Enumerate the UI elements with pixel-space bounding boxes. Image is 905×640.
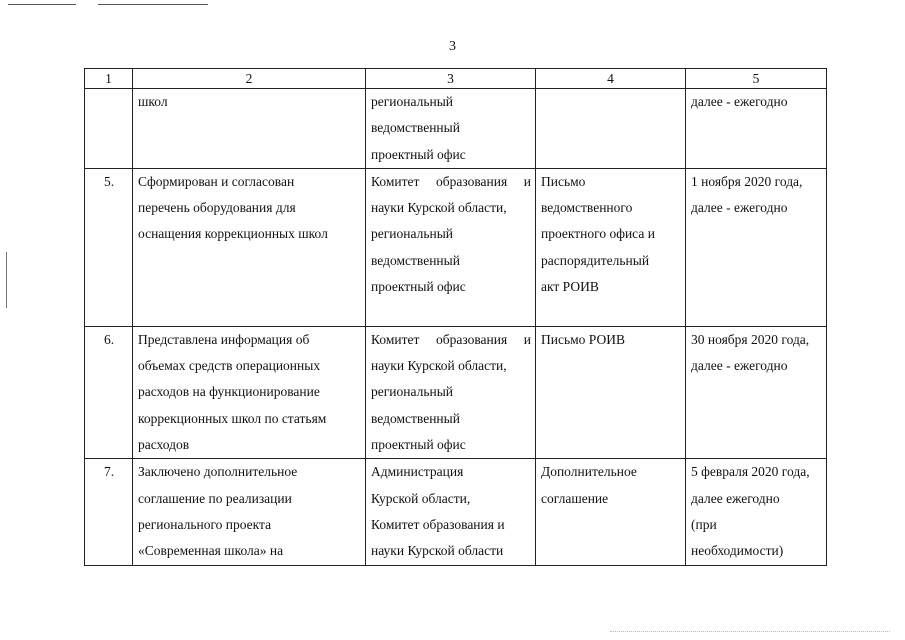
plan-table	[84, 68, 827, 566]
cell-line: Комитет образования и	[371, 516, 505, 532]
cell-line: далее ежегодно	[691, 490, 780, 506]
deadline-cell	[686, 168, 827, 326]
header-cell: 1	[85, 69, 133, 89]
cell-line: проектный офис	[371, 279, 466, 295]
header-cell: 5	[686, 69, 827, 89]
header-cell: 4	[536, 69, 686, 89]
responsible-cell	[366, 326, 536, 458]
scan-artifact	[610, 631, 890, 632]
responsible-cell	[366, 168, 536, 326]
cell-line: Комитет образования и	[371, 173, 531, 189]
cell-line: ведомственный	[371, 410, 460, 426]
cell-line: акт РОИВ	[541, 279, 599, 295]
deadline-cell	[686, 326, 827, 458]
cell-line: расходов	[138, 437, 190, 453]
header-cell: 3	[366, 69, 536, 89]
cell-line: проектного офиса и	[541, 226, 655, 242]
cell-line: распорядительный	[541, 252, 650, 268]
cell-line: Комитет образования и	[371, 331, 531, 347]
cell-line: Курской области,	[371, 490, 471, 506]
cell-line: ведомственного	[541, 200, 633, 216]
responsible-cell	[366, 459, 536, 565]
cell-line: Заключено дополнительное	[138, 464, 298, 480]
cell-line: далее - ежегодно	[691, 200, 788, 216]
row-number: 7.	[85, 459, 133, 565]
cell-line: Письмо	[541, 173, 586, 189]
row-number: 5.	[85, 168, 133, 326]
cell-line: 30 ноября 2020 года,	[691, 331, 810, 347]
event-cell	[133, 459, 366, 565]
cell-line: Администрация	[371, 464, 464, 480]
deadline-cell	[686, 89, 827, 169]
top-rule-left	[8, 4, 76, 5]
table-row	[85, 326, 827, 458]
document-cell	[536, 326, 686, 458]
cell-line: школ	[138, 94, 168, 109]
table-row	[85, 459, 827, 565]
row-number: 6.	[85, 326, 133, 458]
table-row	[85, 168, 827, 326]
cell-line: регионального проекта	[138, 516, 272, 532]
cell-line: соглашение по реализации	[138, 490, 292, 506]
cell-line: проектный офис	[371, 146, 466, 162]
event-cell	[133, 326, 366, 458]
cell-line: расходов на функционирование	[138, 384, 320, 400]
cell-line: науки Курской области,	[371, 358, 507, 374]
cell-line: региональный	[371, 94, 454, 109]
deadline-cell	[686, 459, 827, 565]
event-cell	[133, 168, 366, 326]
cell-line: объемах средств операционных	[138, 358, 321, 374]
cell-line: далее - ежегодно	[691, 94, 788, 109]
cell-line: региональный	[371, 384, 454, 400]
cell-line: ведомственный	[371, 252, 460, 268]
cell-line: (при	[691, 516, 717, 532]
table-row	[85, 89, 827, 169]
cell-line: ведомственный	[371, 120, 460, 136]
header-row	[85, 69, 827, 89]
cell-line: Сформирован и согласован	[138, 173, 295, 189]
header-cell: 2	[133, 69, 366, 89]
page-number: 3	[449, 39, 456, 54]
cell-line: Дополнительное	[541, 464, 637, 480]
top-rule-right	[98, 4, 208, 5]
cell-line: необходимости)	[691, 543, 784, 559]
cell-line: Представлена информация об	[138, 331, 310, 347]
cell-line: Письмо РОИВ	[541, 331, 625, 347]
document-cell	[536, 168, 686, 326]
cell-line: 1 ноября 2020 года,	[691, 173, 803, 189]
margin-mark	[6, 252, 7, 308]
document-cell	[536, 459, 686, 565]
event-cell	[133, 89, 366, 169]
cell-line: оснащения коррекционных школ	[138, 226, 328, 242]
document-cell	[536, 89, 686, 169]
cell-line: региональный	[371, 226, 454, 242]
cell-line: «Современная школа» на	[138, 543, 284, 559]
cell-line: далее - ежегодно	[691, 358, 788, 374]
row-number	[85, 89, 133, 169]
cell-line: 5 февраля 2020 года,	[691, 464, 810, 480]
cell-line: науки Курской области	[371, 543, 504, 559]
cell-line: науки Курской области,	[371, 200, 507, 216]
cell-line: проектный офис	[371, 437, 466, 453]
responsible-cell	[366, 89, 536, 169]
cell-line: соглашение	[541, 490, 609, 506]
cell-line: коррекционных школ по статьям	[138, 410, 327, 426]
cell-line: перечень оборудования для	[138, 200, 296, 216]
